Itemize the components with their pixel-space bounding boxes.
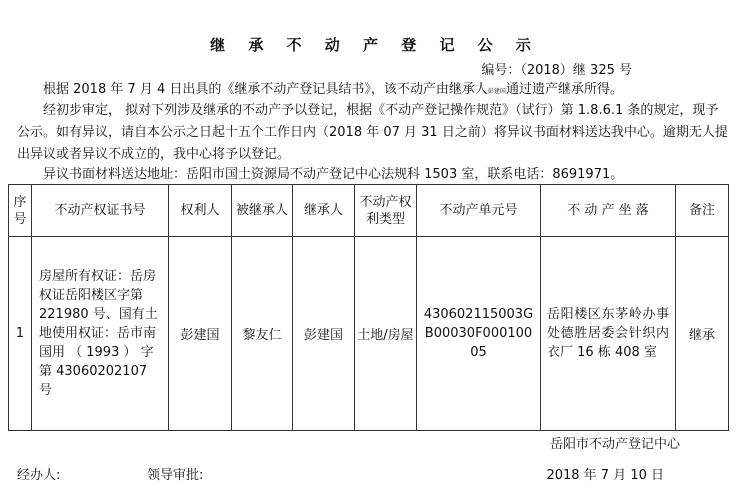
header-holder: 权利人 [169, 185, 232, 237]
paragraph-objection-address: 异议书面材料送达地址：岳阳市国土资源局不动产登记中心法规科 1503 室，联系电话：8691971。 [43, 167, 624, 182]
issue-date: 2018 年 7 月 10 日 [546, 468, 664, 483]
header-seq: 序号 [9, 185, 32, 237]
table-row [9, 237, 729, 431]
header-right-type: 不动产权利类型 [355, 185, 417, 237]
cell-holder: 彭建国 [169, 237, 232, 431]
cell-heir: 彭建国 [293, 237, 355, 431]
cell-right-type: 土地/房屋 [355, 237, 417, 431]
issuer-signature: 岳阳市不动产登记中心 [549, 437, 680, 452]
cell-decedent: 黎友仁 [232, 237, 293, 431]
cell-seq: 1 [9, 237, 32, 431]
cell-remark: 继承 [676, 237, 729, 431]
header-heir: 继承人 [293, 185, 355, 237]
document-number: 编号：（2018）继 325 号 [481, 63, 632, 78]
header-location: 不 动 产 坐 落 [541, 185, 676, 237]
registration-table [8, 184, 729, 431]
cell-cert: 房屋所有权证：岳房权证岳阳楼区字第 221980 号、国有土地使用权证：岳市南国用 （ 1993 ） 字 第 43060202107 号 [32, 237, 169, 431]
notice-title: 继 承 不 动 产 登 记 公 示 [210, 36, 540, 54]
paragraph-inheritance-text: 根据 2018 年 7 月 4 日出具的《继承不动产登记具结书》，该不动产由继承人 [43, 82, 488, 97]
cell-location: 岳阳楼区东茅岭办事处德胜居委会针织内衣厂 16 栋 408 室 [541, 237, 676, 431]
header-unit-no: 不动产单元号 [417, 185, 541, 237]
header-cert: 不动产权证书号 [32, 185, 169, 237]
paragraph-inheritance-text-end: 通过遗产继承所得。 [505, 82, 623, 97]
header-remark: 备注 [676, 185, 729, 237]
handler-label: 经办人: [17, 468, 61, 483]
header-decedent: 被继承人 [232, 185, 293, 237]
heir-name-small: 彭建国 [487, 88, 506, 95]
table-header-row [9, 185, 729, 237]
leader-approval-label: 领导审批: [147, 468, 204, 483]
paragraph-review-notice: 经初步审定， 拟对下列涉及继承的不动产予以登记，根据《不动产登记操作规范》（试行）第 1.8.6.1 条的规定，现予公示。如有异议，请自本公示之日起十五个工作日内（2018 年 07 月 31 日之前）将异议书面材料送达我中心。逾期无人提出异议或者异议不成立的，我中心将予以登记。 [17, 103, 728, 162]
cell-unit-no: 430602115003GB00030F00010005 [417, 237, 541, 431]
